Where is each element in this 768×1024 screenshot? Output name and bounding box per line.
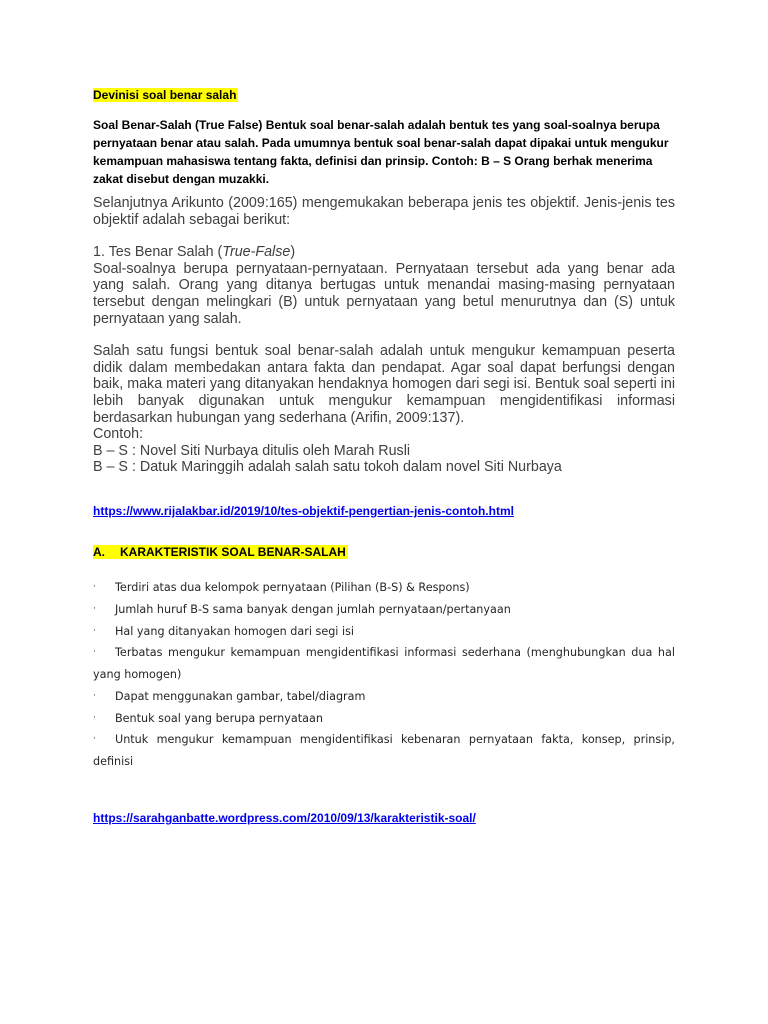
heading-karakteristik-letter: A.	[93, 544, 105, 559]
bullet-icon: ·	[93, 690, 96, 701]
tes-title-italic: True-False	[222, 244, 291, 261]
fungsi-section	[93, 343, 675, 476]
list-item	[93, 642, 675, 686]
list-item-text: Terbatas mengukur kemampuan mengidentifikasi informasi sederhana (menghubungkan dua hal yang homogen)	[93, 646, 675, 682]
list-item	[93, 686, 675, 708]
bullet-icon: ·	[93, 603, 96, 614]
bullet-icon: ·	[93, 625, 96, 636]
tes-benar-salah-section	[93, 244, 675, 327]
definition-paragraph: Soal Benar-Salah (True False) Bentuk soal benar-salah adalah bentuk tes yang soal-soalnya berupa pernyataan benar atau salah. Pada umumnya bentuk soal benar-salah dapat dipakai untuk mengukur kemampuan mahasiswa tentang fakta, definisi dan prinsip. Contoh: B – S Orang berhak menerima zakat disebut dengan muzakki.	[93, 118, 669, 186]
list-item-text: Terdiri atas dua kelompok pernyataan (Pilihan (B-S) & Respons)	[115, 580, 470, 594]
list-item	[93, 621, 675, 643]
list-item-text: Hal yang ditanyakan homogen dari segi isi	[115, 624, 355, 638]
list-item	[93, 708, 675, 730]
list-item	[93, 599, 675, 621]
bullet-icon: ·	[93, 712, 96, 723]
tes-title-suffix: )	[290, 244, 296, 261]
karakteristik-list	[93, 577, 675, 773]
example-line-2: B – S : Datuk Maringgih adalah salah satu tokoh dalam novel Siti Nurbaya	[93, 459, 562, 476]
heading-definition	[93, 86, 675, 104]
heading-karakteristik-text: KARAKTERISTIK SOAL BENAR-SALAH	[120, 544, 346, 559]
heading-karakteristik	[93, 543, 675, 561]
fungsi-paragraph: Salah satu fungsi bentuk soal benar-salah adalah untuk mengukur kemampuan peserta didik dalam membedakan antara fakta dan pendapat. Agar soal dapat berfungsi dengan baik, maka materi yang ditanyakan hendaknya homogen dari segi isi. Bentuk soal seperti ini lebih banyak digunakan untuk mengukur kemampuan mengidentifikasi informasi berdasarkan hubungan yang sederhana (Arifin, 2009:137).	[93, 343, 675, 426]
bullet-icon: ·	[93, 581, 96, 592]
source-link-sarahganbatte[interactable]: https://sarahganbatte.wordpress.com/2010/09/13/karakteristik-soal/	[93, 811, 476, 826]
contoh-label: Contoh:	[93, 426, 144, 443]
heading-karakteristik-highlight	[93, 545, 348, 559]
source-link-rijalakbar[interactable]: https://www.rijalakbar.id/2019/10/tes-objektif-pengertian-jenis-contoh.html	[93, 503, 514, 518]
document-page	[93, 86, 675, 827]
list-item-text: Dapat menggunakan gambar, tabel/diagram	[115, 689, 366, 703]
intro-paragraph: Selanjutnya Arikunto (2009:165) mengemukakan beberapa jenis tes objektif. Jenis-jenis tes objektif adalah sebagai berikut:	[93, 195, 675, 228]
tes-benar-salah-body: Soal-soalnya berupa pernyataan-pernyataan. Pernyataan tersebut ada yang benar ada yang salah. Orang yang ditanya bertugas untuk menandai masing-masing pernyataan tersebut dengan melingkari (B) untuk pernyataan yang betul menurutnya dan (S) untuk pernyataan yang salah.	[93, 260, 675, 327]
list-item-text: Jumlah huruf B-S sama banyak dengan jumlah pernyataan/pertanyaan	[115, 602, 511, 616]
bullet-icon: ·	[93, 647, 96, 658]
tes-benar-salah-title	[93, 244, 675, 261]
list-item-text: Untuk mengukur kemampuan mengidentifikasi kebenaran pernyataan fakta, konsep, prinsip, definisi	[93, 733, 675, 769]
example-line-1: B – S : Novel Siti Nurbaya ditulis oleh Marah Rusli	[93, 442, 411, 459]
list-item	[93, 729, 675, 773]
list-item-text: Bentuk soal yang berupa pernyataan	[115, 711, 323, 725]
heading-definition-text: Devinisi soal benar salah	[93, 88, 237, 102]
list-item	[93, 577, 675, 599]
bullet-icon: ·	[93, 734, 96, 745]
tes-title-prefix: 1. Tes Benar Salah (	[93, 244, 223, 261]
